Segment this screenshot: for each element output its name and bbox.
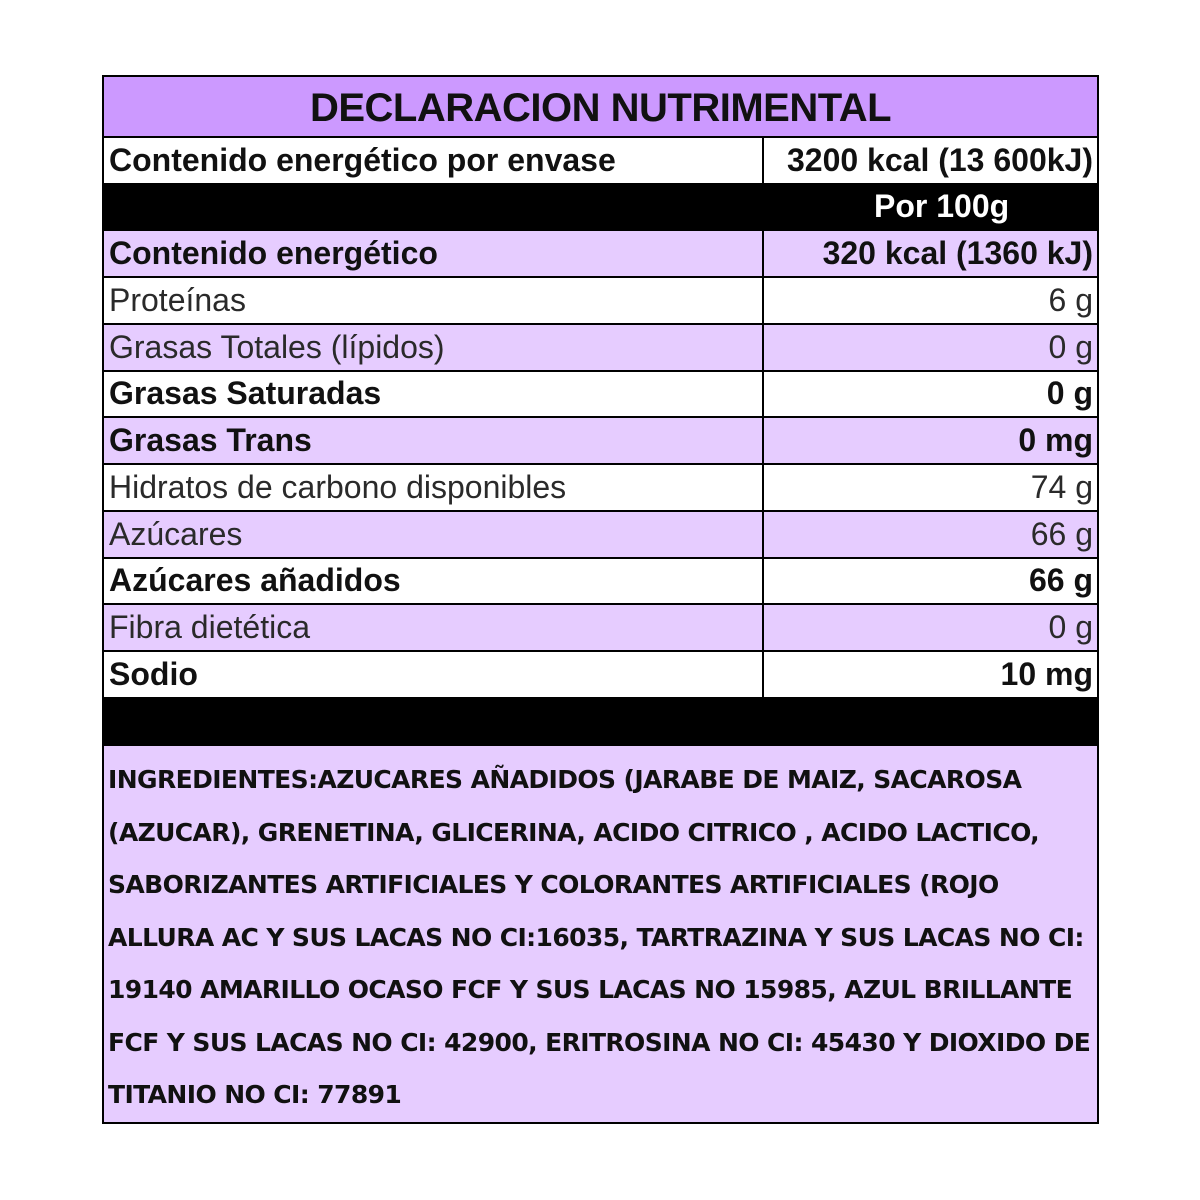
table-row xyxy=(104,512,1097,559)
table-row xyxy=(104,325,1097,372)
nutrient-value: 0 g xyxy=(1048,609,1093,646)
nutrient-label: Grasas Trans xyxy=(104,418,764,463)
table-row xyxy=(104,559,1097,606)
nutrient-label: Sodio xyxy=(104,652,764,697)
nutrient-value: 66 g xyxy=(1028,562,1093,599)
per-100g-header-row xyxy=(104,185,1097,232)
table-row xyxy=(104,418,1097,465)
nutrient-value: 0 g xyxy=(1046,375,1093,412)
nutrient-value: 320 kcal (1360 kJ) xyxy=(822,235,1093,272)
nutrient-label: Grasas Saturadas xyxy=(104,372,764,417)
table-row xyxy=(104,605,1097,652)
nutrient-value: 66 g xyxy=(1030,515,1093,552)
nutrient-label: Hidratos de carbono disponibles xyxy=(104,465,764,510)
table-row xyxy=(104,372,1097,419)
ingredients-text: INGREDIENTES:AZUCARES AÑADIDOS (JARABE DE MAIZ, SACAROSA (AZUCAR), GRENETINA, GLICERINA, ACIDO CITRICO , ACIDO LACTICO, SABORIZANTES ARTIFICIALES Y COLORANTES ARTIFICIALES (ROJO ALLURA AC Y SUS LACAS NO CI:16035, TARTRAZINA Y SUS LACAS NO CI: 19140 AMARILLO OCASO FCF Y SUS LACAS NO 15985, AZUL BRILLANTE FCF Y SUS LACAS NO CI: 42900, ERITROSINA NO CI: 45430 Y DIOXIDO DE TITANIO NO CI: 77891 xyxy=(108,765,1091,1110)
table-row xyxy=(104,465,1097,512)
nutrient-label: Contenido energético xyxy=(104,231,764,276)
table-row xyxy=(104,278,1097,325)
energy-per-pack-row xyxy=(104,138,1097,185)
energy-per-pack-label: Contenido energético por envase xyxy=(104,138,764,183)
nutrient-value: 0 mg xyxy=(1018,422,1093,459)
nutrient-label: Proteínas xyxy=(104,278,764,323)
nutrient-value: 10 mg xyxy=(1000,655,1093,692)
nutrient-label: Azúcares añadidos xyxy=(104,559,764,604)
nutrient-value: 0 g xyxy=(1048,328,1093,365)
label-title: DECLARACION NUTRIMENTAL xyxy=(104,77,1097,138)
black-divider-band xyxy=(104,699,1097,747)
table-row xyxy=(104,652,1097,699)
nutrient-label: Azúcares xyxy=(104,512,764,557)
header-blank-cell xyxy=(104,185,764,230)
energy-per-pack-value: 3200 kcal (13 600kJ) xyxy=(786,141,1093,178)
table-row xyxy=(104,231,1097,278)
nutrition-label xyxy=(102,75,1099,1124)
nutrient-label: Fibra dietética xyxy=(104,605,764,650)
nutrient-value: 6 g xyxy=(1048,281,1093,318)
nutrient-value: 74 g xyxy=(1030,468,1093,505)
nutrient-label: Grasas Totales (lípidos) xyxy=(104,325,764,370)
per-100g-header: Por 100g xyxy=(874,188,1010,225)
